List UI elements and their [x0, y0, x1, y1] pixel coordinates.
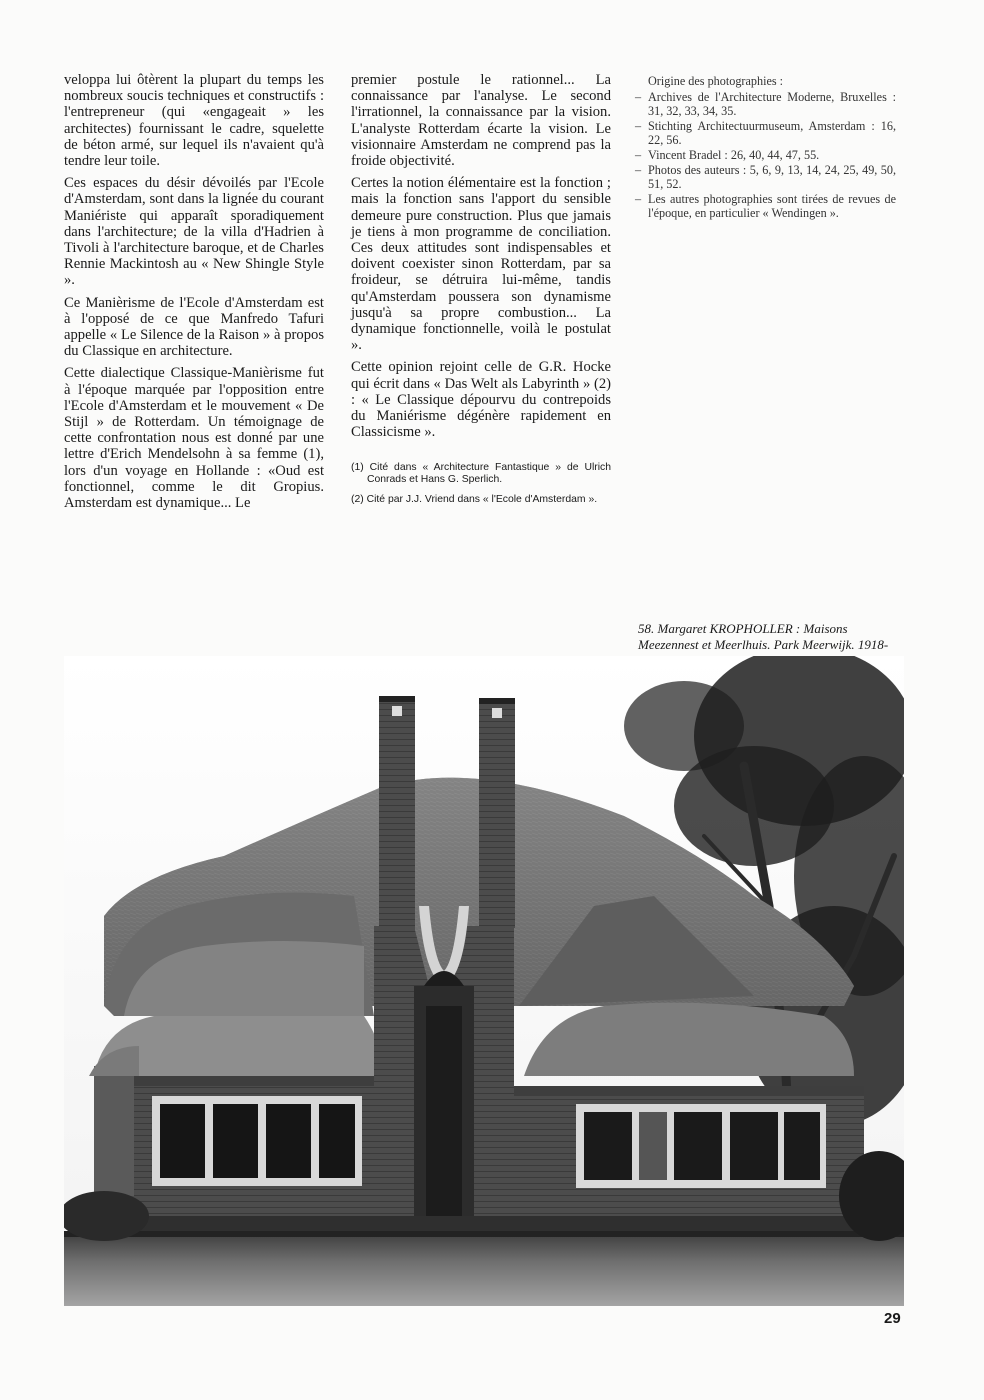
paragraph: Certes la notion élémentaire est la fonction ; mais la fonction sans l'apport du sensible demeure pure construction. Plus que jamais je tiens à mon programme de conciliation. Ces deux attitudes sont indispensables et doivent coexister sinon Rotterdam, par sa froideur, se détruira lui-même, tandis qu'Amsterdam poussera son dynamisme jusqu'à sa propre combustion... La dynamique fonctionnelle, voilà le postulat ». — [351, 175, 611, 354]
chimney-right — [479, 698, 515, 928]
footnote: (1) Cité dans « Architecture Fantastique » de Ulrich Conrads et Hans G. Sperlich. — [351, 462, 611, 486]
footnote: (2) Cité par J.J. Vriend dans « l'Ecole d'Amsterdam ». — [351, 494, 598, 506]
page-number: 29 — [884, 1310, 901, 1327]
paragraph: Ce Manièrisme de l'Ecole d'Amsterdam est à l'opposé de ce que Manfredo Tafuri appelle « Le Silence de la Raison » à propos du Classique en architecture. — [64, 294, 324, 360]
house-photograph — [64, 656, 904, 1306]
text-column-2 — [351, 72, 611, 514]
credit-item: – Vincent Bradel : 26, 40, 44, 47, 55. — [634, 148, 896, 163]
paragraph: premier postule le rationnel... La connaissance par l'analyse. Le second l'irrationnel, la connaissance par la vision. L'analyste Rotterdam écarte la vision. Le visionnaire Amsterdam ne comprend pas la froide objectivité. — [351, 72, 611, 170]
left-windows — [152, 1096, 362, 1186]
photo-credits — [634, 74, 896, 221]
credit-item: – Les autres photographies sont tirées de revues de l'époque, en particulier « Wendingen ». — [634, 192, 896, 221]
footnotes — [351, 462, 611, 506]
photo-scene — [64, 656, 904, 1306]
text-column-1 — [64, 72, 324, 517]
figure-caption: 58. Margaret KROPHOLLER : Maisons Meezennest et Meerlhuis. Park Meerwijk. 1918- — [638, 621, 889, 652]
chimney-left — [379, 696, 415, 936]
paragraph: veloppa lui ôtèrent la plupart du temps les nombreux soucis techniques et constructifs : l'entrepreneur (qui «engageait » les architectes) fournissant le cadre, squelette de béton armé, sur lequel ils n'avaient qu'à tendre leur toile. — [64, 72, 324, 170]
credit-item: – Stichting Architectuurmuseum, Amsterdam : 16, 22, 56. — [634, 119, 896, 148]
paragraph: Cette opinion rejoint celle de G.R. Hocke qui écrit dans « Das Welt als Labyrinth » (2) : « Le Classique dépourvu du contrepoids du Maniérisme dégénère rapidement en Classicisme ». — [351, 359, 611, 441]
right-windows — [576, 1104, 826, 1188]
paragraph: Ces espaces du désir dévoilés par l'Ecole d'Amsterdam, sont dans la lignée du courant Maniériste qui apparaît sporadiquement dans l'architecture; de la villa d'Hadrien à Tivoli à l'architecture baroque, et de Charles Rennie Mackintosh au « New Shingle Style ». — [64, 175, 324, 289]
paragraph: Cette dialectique Classique-Manièrisme fut à l'époque marquée par l'opposition entre l'Ecole d'Amsterdam et le mouvement « De Stijl » de Rotterdam. Un témoignage de cette confrontation nous est donné par une lettre d'Erich Mendelsohn à sa femme (1), lors d'un voyage en Hollande : «Oud est fonctionnel, comme le dit Gropius. Amsterdam est dynamique... Le — [64, 365, 324, 512]
ground — [64, 1231, 904, 1306]
credit-item: – Photos des auteurs : 5, 6, 9, 13, 14, 24, 25, 49, 50, 51, 52. — [634, 163, 896, 192]
credits-title: Origine des photographies : — [648, 74, 784, 88]
credit-item: – Archives de l'Architecture Moderne, Bruxelles : 31, 32, 33, 34, 35. — [634, 90, 896, 119]
